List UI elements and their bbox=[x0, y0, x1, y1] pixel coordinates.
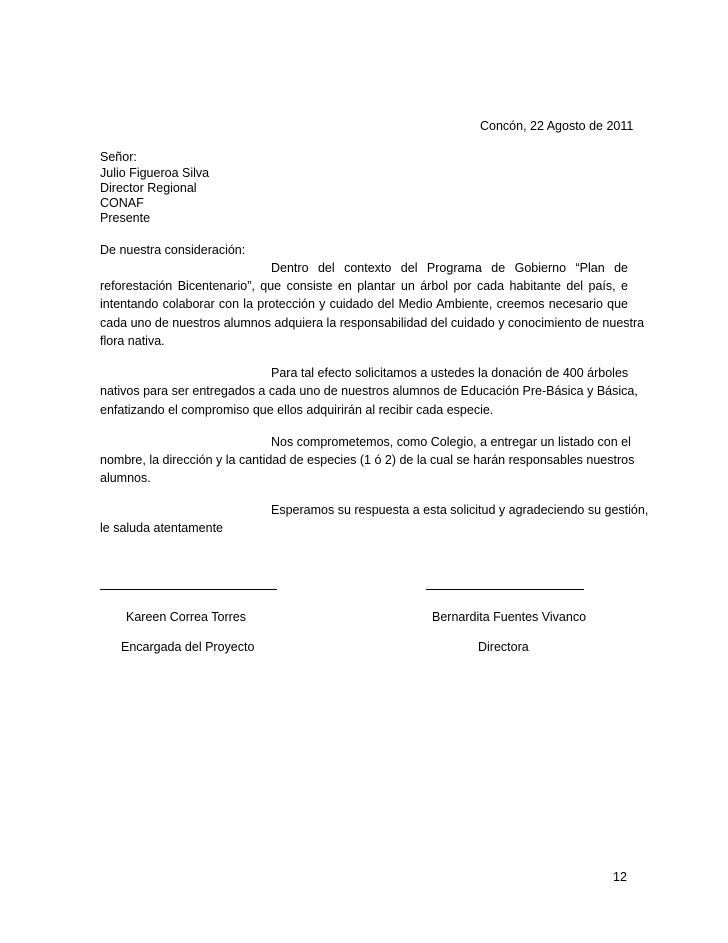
signature-right-role: Directora bbox=[478, 640, 529, 654]
paragraph-2-line-3: enfatizando el compromiso que ellos adquirirán al recibir cada especie. bbox=[100, 403, 494, 417]
signature-line-left bbox=[100, 589, 277, 590]
date-line: Concón, 22 Agosto de 2011 bbox=[480, 119, 634, 133]
paragraph-3-line-3: alumnos. bbox=[100, 471, 151, 485]
paragraph-3-line-1: Nos comprometemos, como Colegio, a entregar un listado con el bbox=[271, 435, 631, 449]
addressee-organization: CONAF bbox=[100, 196, 144, 210]
addressee-presente: Presente bbox=[100, 211, 151, 225]
signature-left-name: Kareen Correa Torres bbox=[126, 610, 246, 624]
addressee-name: Julio Figueroa Silva bbox=[100, 166, 210, 180]
signature-left-role: Encargada del Proyecto bbox=[121, 640, 255, 654]
paragraph-3-line-2: nombre, la dirección y la cantidad de especies (1 ó 2) de la cual se harán responsables nuestros bbox=[100, 453, 635, 467]
page-number: 12 bbox=[613, 870, 627, 884]
paragraph-4-line-2: le saluda atentamente bbox=[100, 521, 224, 535]
paragraph-1-line-3: intentando colaborar con la protección y cuidado del Medio Ambiente, creemos necesario que bbox=[100, 297, 628, 311]
addressee-salutation: Señor: bbox=[100, 150, 137, 164]
paragraph-1-line-1: Dentro del contexto del Programa de Gobierno “Plan de bbox=[271, 261, 628, 275]
paragraph-2-line-2: nativos para ser entregados a cada uno de nuestros alumnos de Educación Pre-Básica y Básica, bbox=[100, 384, 638, 398]
signature-line-right bbox=[426, 589, 584, 590]
paragraph-1-line-5: flora nativa. bbox=[100, 334, 165, 348]
paragraph-2-line-1: Para tal efecto solicitamos a ustedes la donación de 400 árboles bbox=[271, 366, 629, 380]
paragraph-4-line-1: Esperamos su respuesta a esta solicitud y agradeciendo su gestión, bbox=[271, 503, 649, 517]
paragraph-1-line-4: cada uno de nuestros alumnos adquiera la responsabilidad del cuidado y conocimiento de nuestra bbox=[100, 316, 645, 330]
addressee-title: Director Regional bbox=[100, 181, 197, 195]
greeting: De nuestra consideración: bbox=[100, 243, 246, 257]
signature-right-name: Bernardita Fuentes Vivanco bbox=[432, 610, 587, 624]
paragraph-1-line-2: reforestación Bicentenario”, que consiste en plantar un árbol por cada habitante del país, e bbox=[100, 279, 628, 293]
